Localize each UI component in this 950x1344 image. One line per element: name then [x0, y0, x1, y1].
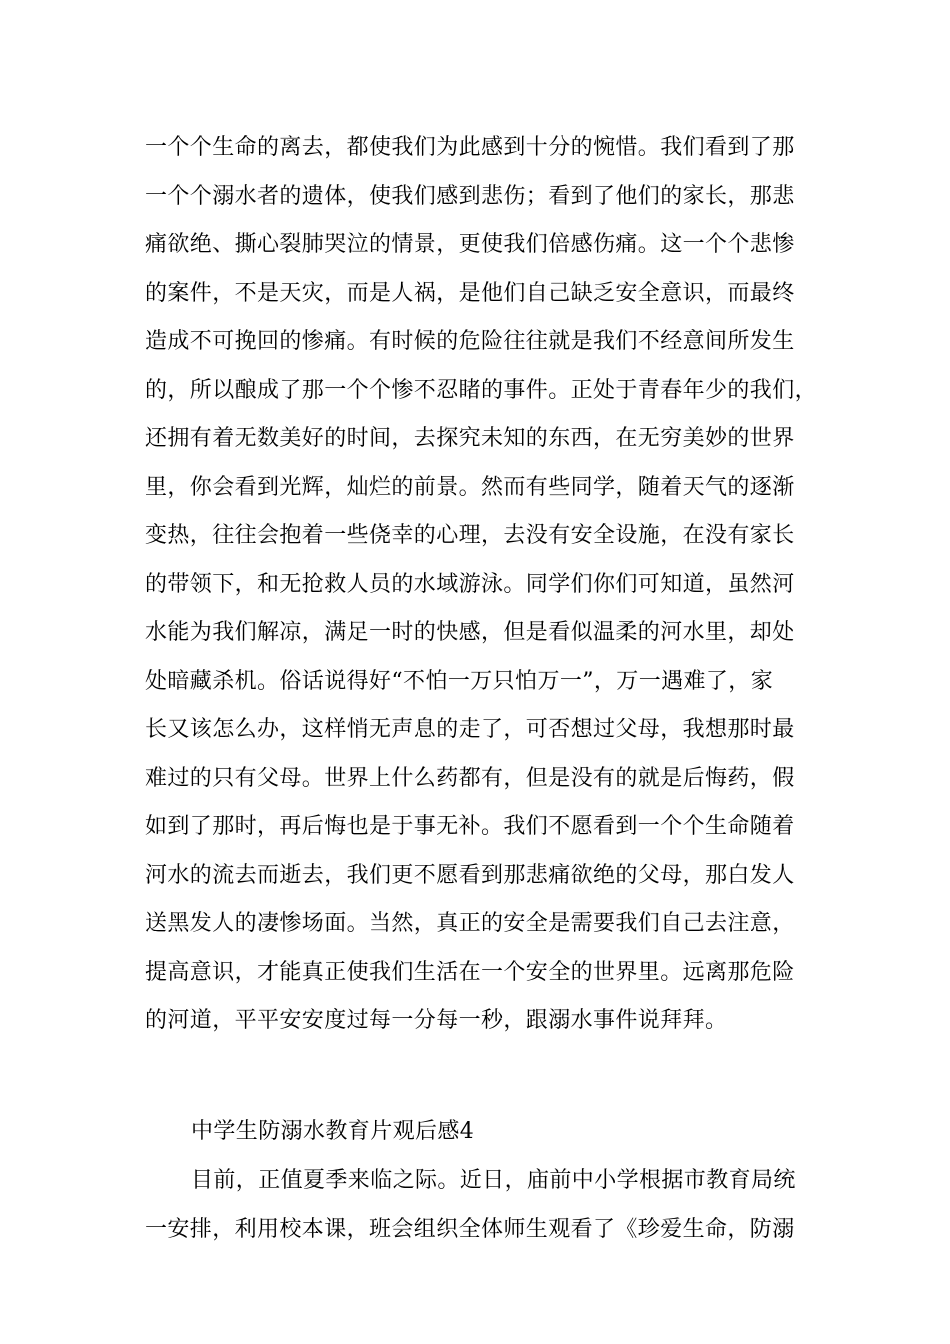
body-paragraph-2 — [145, 1157, 825, 1254]
paragraph-line: 难过的只有父母。世界上什么药都有，但是没有的就是后悔药，假 — [145, 765, 795, 791]
paragraph-line: 的带领下，和无抢救人员的水域游泳。同学们你们可知道，虽然河 — [145, 571, 795, 597]
paragraph-line: 里，你会看到光辉，灿烂的前景。然而有些同学，随着天气的逐渐 — [145, 474, 795, 500]
paragraph-line: 还拥有着无数美好的时间，去探究未知的东西，在无穷美妙的世界 — [145, 426, 795, 451]
paragraph-line: 如到了那时，再后悔也是于事无补。我们不愿看到一个个生命随着 — [145, 814, 795, 839]
section-heading-text: 中学生防溺水教育片观后感4 — [191, 1119, 475, 1144]
paragraph-line: 一个个溺水者的遗体，使我们感到悲伤；看到了他们的家长，那悲 — [145, 183, 795, 209]
paragraph-line: 处暗藏杀机。俗话说得好“不怕一万只怕万一”，万一遇难了，家 — [145, 668, 774, 694]
paragraph-line: 提高意识，才能真正使我们生活在一个安全的世界里。远离那危险 — [145, 959, 795, 985]
paragraph-line: 送黑发人的凄惨场面。当然，真正的安全是需要我们自己去注意， — [145, 911, 795, 936]
paragraph-line: 长又该怎么办，这样悄无声息的走了，可否想过父母，我想那时最 — [145, 717, 795, 742]
paragraph-line: 目前，正值夏季来临之际。近日，庙前中小学根据市教育局统 — [191, 1168, 796, 1193]
paragraph-line: 的案件，不是天灾，而是人祸，是他们自己缺乏安全意识，而最终 — [145, 280, 795, 306]
paragraph-line: 痛欲绝、撕心裂肺哭泣的情景，更使我们倍感伤痛。这一个个悲惨 — [145, 232, 795, 257]
paragraph-line: 的，所以酿成了那一个个惨不忍睹的事件。正处于青春年少的我们， — [145, 377, 818, 403]
paragraph-line: 一个个生命的离去，都使我们为此感到十分的惋惜。我们看到了那 — [145, 135, 795, 160]
paragraph-line: 河水的流去而逝去，我们更不愿看到那悲痛欲绝的父母，那白发人 — [145, 862, 795, 888]
section-heading — [145, 1108, 825, 1157]
body-paragraph — [145, 124, 825, 1046]
paragraph-line: 造成不可挽回的惨痛。有时候的危险往往就是我们不经意间所发生 — [145, 329, 795, 354]
paragraph-line: 的河道，平平安安度过每一分每一秒，跟溺水事件说拜拜。 — [145, 1008, 728, 1033]
paragraph-line: 一安排，利用校本课，班会组织全体师生观看了《珍爱生命，防溺 — [145, 1216, 795, 1242]
paragraph-line: 变热，往往会抱着一些侥幸的心理，去没有安全设施，在没有家长 — [145, 523, 795, 548]
paragraph-line: 水能为我们解凉，满足一时的快感，但是看似温柔的河水里，却处 — [145, 620, 795, 645]
